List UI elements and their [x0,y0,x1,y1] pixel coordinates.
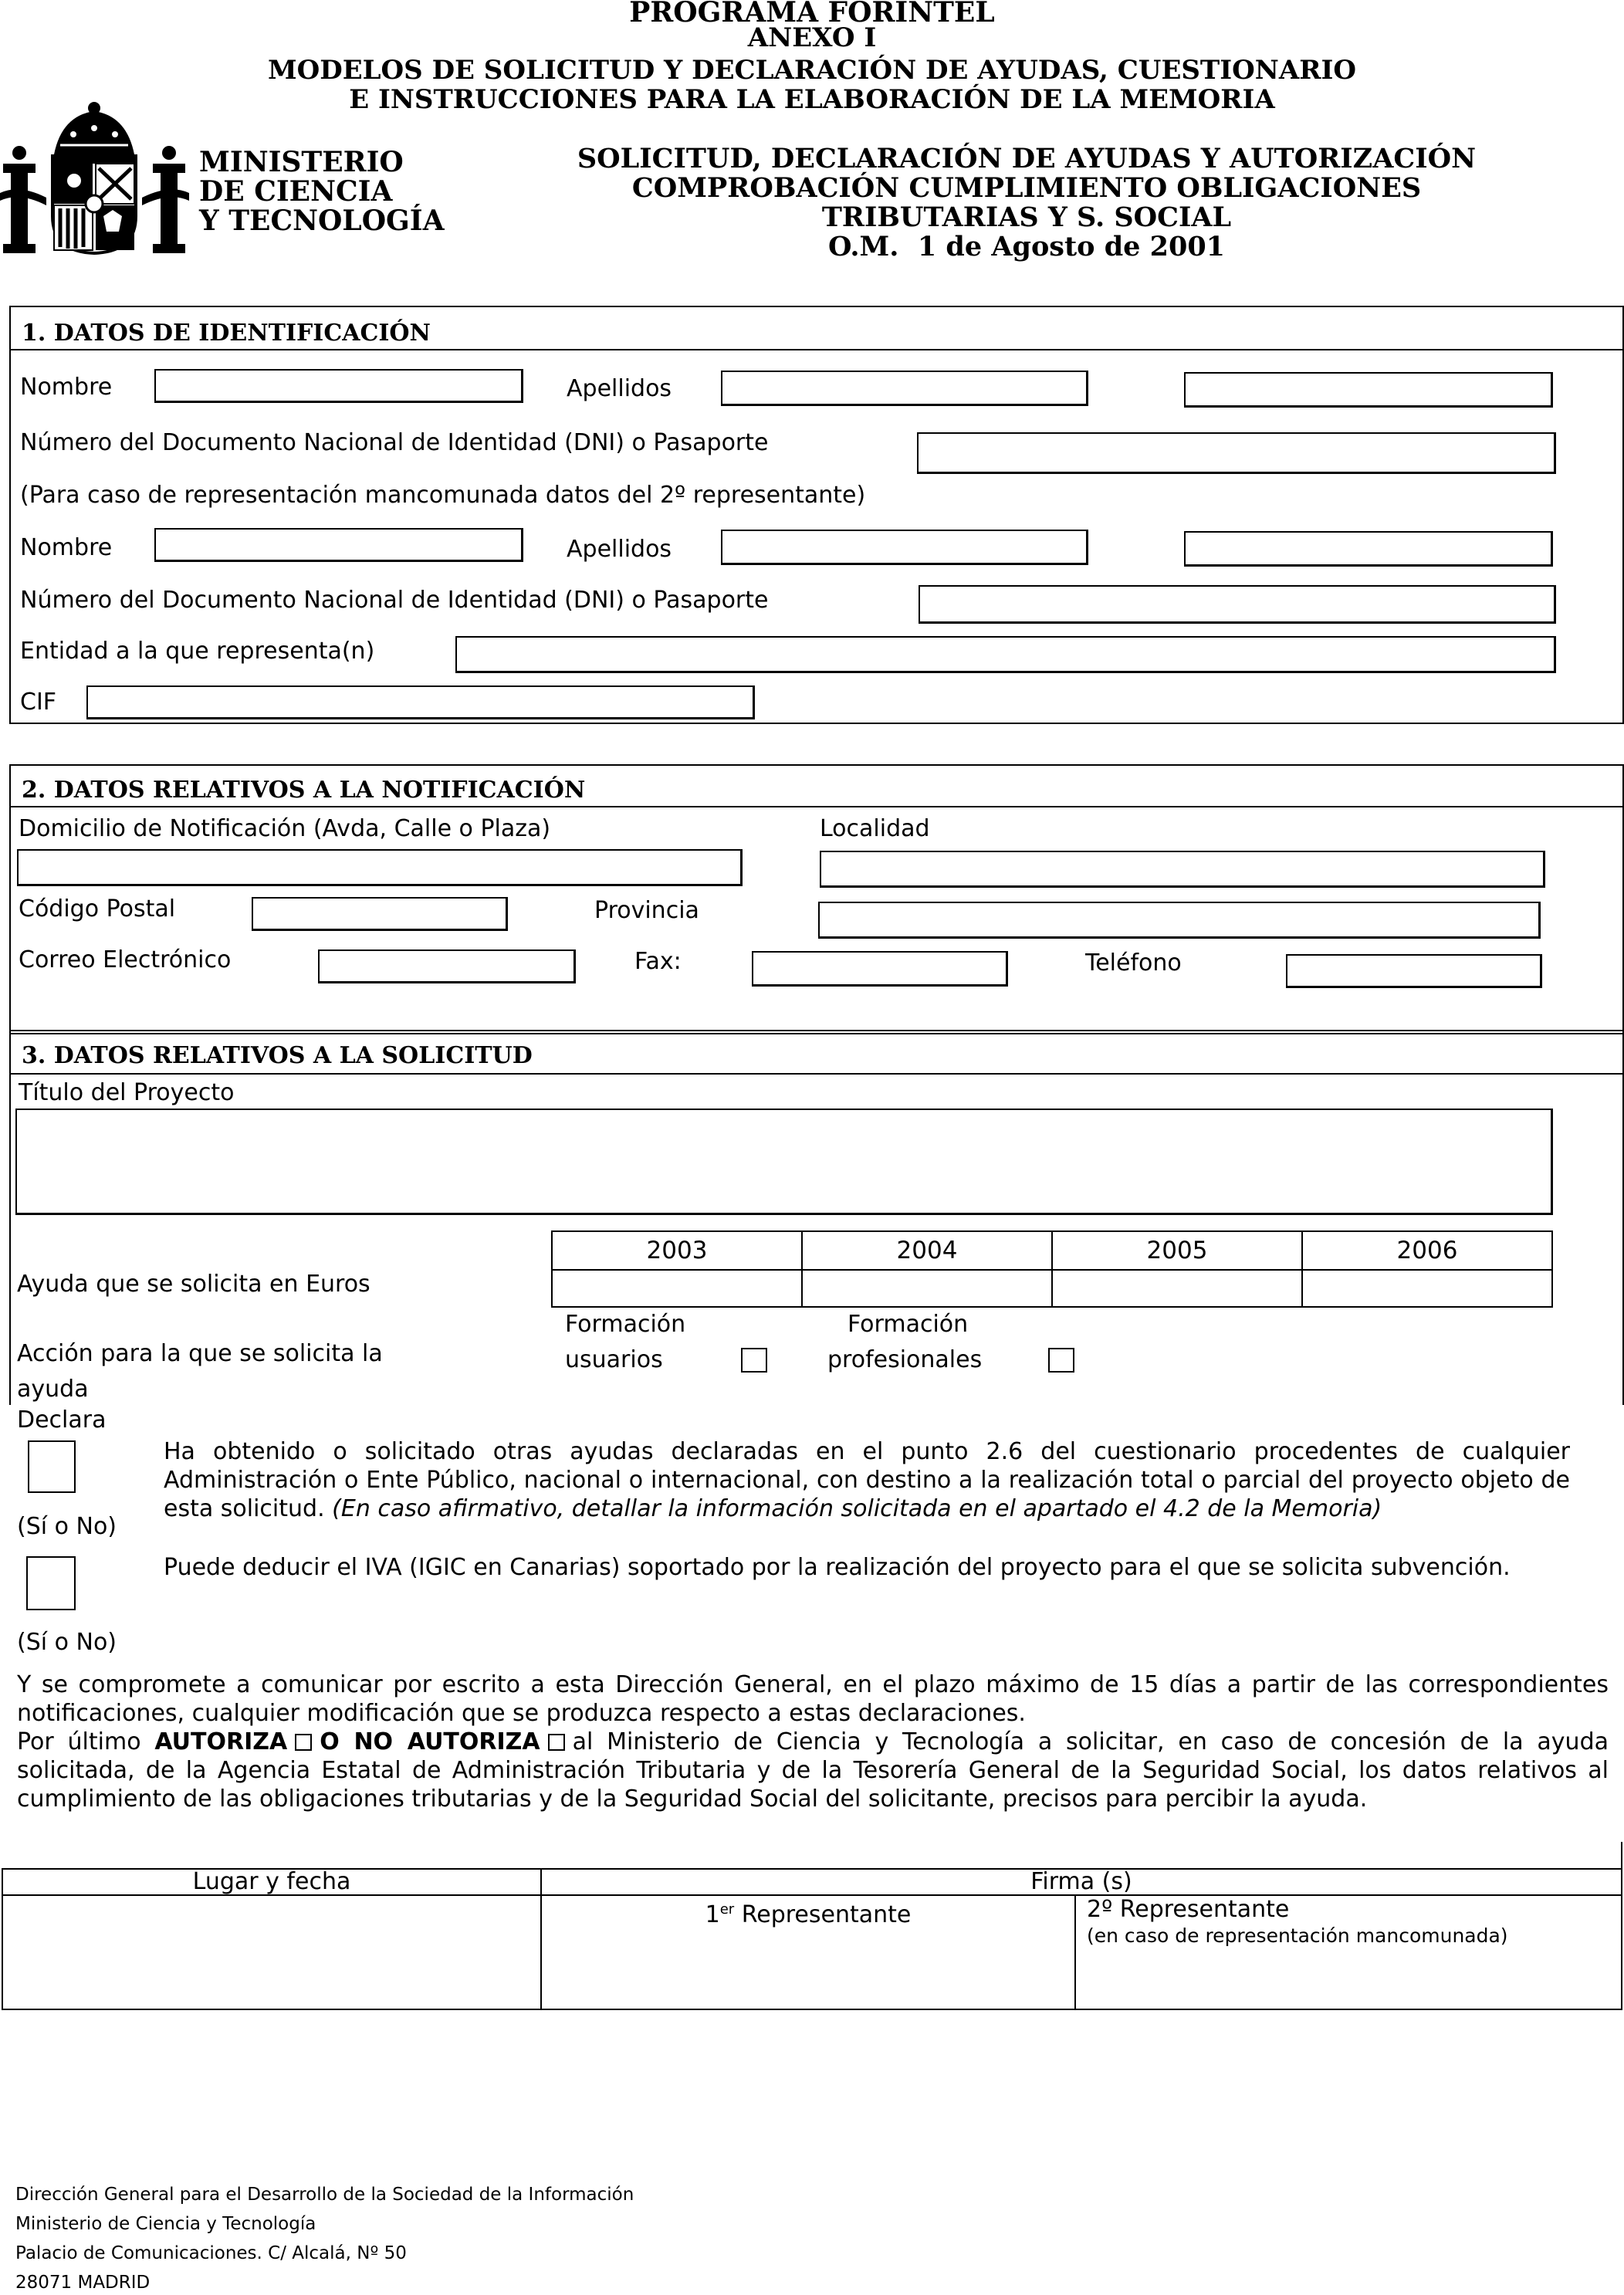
rep1-label: 1er Representante [705,1901,912,1928]
formacion-profesionales-label-line2: profesionales [827,1346,983,1373]
apellidos-label: Apellidos [567,375,672,402]
ayuda-years-table [551,1230,1553,1308]
rep1-signature-cell[interactable] [541,1895,1075,2009]
section1-title: 1. DATOS DE IDENTIFICACIÓN [22,320,431,347]
localidad-label: Localidad [820,815,930,842]
year-2006-amount[interactable] [1302,1270,1552,1307]
formacion-usuarios-checkbox[interactable] [741,1348,767,1373]
email-label: Correo Electrónico [19,946,232,973]
representation-note: (Para caso de representación mancomunada datos del 2º representante) [20,482,866,509]
codigo-postal-label: Código Postal [19,895,176,922]
email-field[interactable] [318,949,576,983]
apellido1-rep2-field[interactable] [721,530,1088,565]
iva-declaration: Puede deducir el IVA (IGIC en Canarias) soportado por la realización del proyecto para el que se solicita subvención. [164,1554,1511,1581]
year-2004-header: 2004 [802,1231,1052,1270]
fax-label: Fax: [634,948,682,975]
autoriza-label: AUTORIZA [154,1728,288,1755]
apellido2-rep2-field[interactable] [1184,531,1553,567]
year-2005-amount[interactable] [1052,1270,1302,1307]
telefono-label: Teléfono [1085,949,1182,977]
other-aid-declaration: Ha obtenido o solicitado otras ayudas declaradas en el punto 2.6 del cuestionario procedentes de cualquier Administración o Ente Público, nacional o internacional, con destino a la realización total o parcial del proyecto objeto de esta solicitud. (En caso afirmativo, detallar la información solicitada en el apartado el 4.2 de la Memoria) [164,1438,1570,1522]
dni-field[interactable] [917,432,1556,474]
footer-line3: Palacio de Comunicaciones. C/ Alcalá, Nº 50 [15,2243,407,2263]
dni2-field[interactable] [919,585,1556,624]
codigo-postal-field[interactable] [252,897,508,931]
nombre2-field[interactable] [154,528,523,562]
si-no-hint-1: (Sí o No) [17,1513,117,1540]
formacion-usuarios-label-line1: Formación [565,1311,686,1338]
request-title-line2: COMPROBACIÓN CUMPLIMIENTO OBLIGACIONES [631,172,1422,204]
formacion-usuarios-label-line2: usuarios [565,1346,663,1373]
signature-table [2,1868,1622,2010]
annex-title: ANEXO I [747,22,877,53]
autoriza-checkbox[interactable] [295,1734,312,1751]
no-autoriza-label: O NO AUTORIZA [320,1728,540,1755]
models-title-line1: MODELOS DE SOLICITUD Y DECLARACIÓN DE AYUDAS, CUESTIONARIO [268,55,1356,86]
dni-label: Número del Documento Nacional de Identidad (DNI) o Pasaporte [20,429,769,456]
section2-title: 2. DATOS RELATIVOS A LA NOTIFICACIÓN [22,777,586,804]
cif-field[interactable] [86,685,755,719]
other-aid-note: (En caso afirmativo, detallar la información solicitada en el apartado el 4.2 de la Memoria) [332,1495,1382,1522]
year-2004-amount[interactable] [802,1270,1052,1307]
provincia-label: Provincia [594,897,699,924]
apellidos2-label: Apellidos [567,536,672,563]
declara-label: Declara [17,1406,107,1434]
apellido1-field[interactable] [721,371,1088,406]
year-2006-header: 2006 [1302,1231,1552,1270]
nombre2-label: Nombre [20,534,113,561]
cif-label: CIF [20,689,57,716]
ministry-name-line2: DE CIENCIA [199,175,393,208]
iva-yes-no-box[interactable] [26,1556,76,1610]
year-2005-header: 2005 [1052,1231,1302,1270]
lugar-fecha-header: Lugar y fecha [2,1869,541,1895]
footer-line2: Ministerio de Ciencia y Tecnología [15,2214,316,2234]
lugar-fecha-cell[interactable] [2,1895,541,2009]
ayuda-euros-label: Ayuda que se solicita en Euros [17,1271,370,1298]
nombre-field[interactable] [154,369,523,403]
formacion-profesionales-label-line1: Formación [848,1311,969,1338]
localidad-field[interactable] [820,851,1545,888]
ministry-name-line3: Y TECNOLOGÍA [199,205,445,237]
dni2-label: Número del Documento Nacional de Identidad (DNI) o Pasaporte [20,587,769,614]
entidad-field[interactable] [455,636,1556,673]
telefono-field[interactable] [1286,954,1542,988]
rep2-label: 2º Representante [1087,1896,1290,1923]
section3-title: 3. DATOS RELATIVOS A LA SOLICITUD [22,1042,533,1069]
titulo-proyecto-label: Título del Proyecto [19,1079,235,1106]
ministry-name-line1: MINISTERIO [199,146,404,178]
accion-label-line2: ayuda [17,1376,89,1403]
entidad-label: Entidad a la que representa(n) [20,638,375,665]
no-autoriza-checkbox[interactable] [548,1734,565,1751]
rep2-signature-cell[interactable] [1075,1895,1622,2009]
fax-field[interactable] [752,951,1008,987]
accion-label-line1: Acción para la que se solicita la [17,1340,383,1367]
year-2003-header: 2003 [552,1231,802,1270]
authorization-text: Por último AUTORIZA O NO AUTORIZA al Ministerio de Ciencia y Tecnología a solicitar, en caso de concesión de la ayuda solicitada, de la Agencia Estatal de Administración Tributaria y de la Tesorería General de la Seguridad Social, los datos relativos al cumplimiento de las obligaciones tributarias y de la Seguridad Social del solicitante, precisos para percibir la ayuda. [17,1728,1609,1813]
si-no-hint-2: (Sí o No) [17,1629,117,1656]
formacion-profesionales-checkbox[interactable] [1048,1348,1074,1373]
apellido2-field[interactable] [1184,372,1553,408]
firma-header: Firma (s) [541,1869,1622,1895]
footer-line1: Dirección General para el Desarrollo de la Sociedad de la Información [15,2185,634,2205]
commitment-text: Y se compromete a comunicar por escrito a esta Dirección General, en el plazo máximo de 15 días a partir de las correspondientes notificaciones, cualquier modificación que se produzca respecto a estas declaraciones. [17,1671,1609,1727]
provincia-field[interactable] [818,902,1541,939]
models-title-line2: E INSTRUCCIONES PARA LA ELABORACIÓN DE LA MEMORIA [349,84,1275,115]
nombre-label: Nombre [20,374,113,401]
domicilio-label: Domicilio de Notificación (Avda, Calle o Plaza) [19,815,551,842]
request-title-line4: O.M. 1 de Agosto de 2001 [827,231,1226,262]
rep2-note: (en caso de representación mancomunada) [1087,1924,1508,1947]
request-title-line3: TRIBUTARIAS Y S. SOCIAL [821,201,1232,233]
other-aid-yes-no-box[interactable] [28,1440,76,1493]
program-title: PROGRAMA FORINTEL [629,0,995,29]
coat-of-arms-logo [0,100,189,255]
footer-line4: 28071 MADRID [15,2273,151,2293]
titulo-proyecto-field[interactable] [15,1109,1553,1215]
domicilio-field[interactable] [17,849,743,886]
request-title-line1: SOLICITUD, DECLARACIÓN DE AYUDAS Y AUTORIZACIÓN [577,143,1477,174]
year-2003-amount[interactable] [552,1270,802,1307]
